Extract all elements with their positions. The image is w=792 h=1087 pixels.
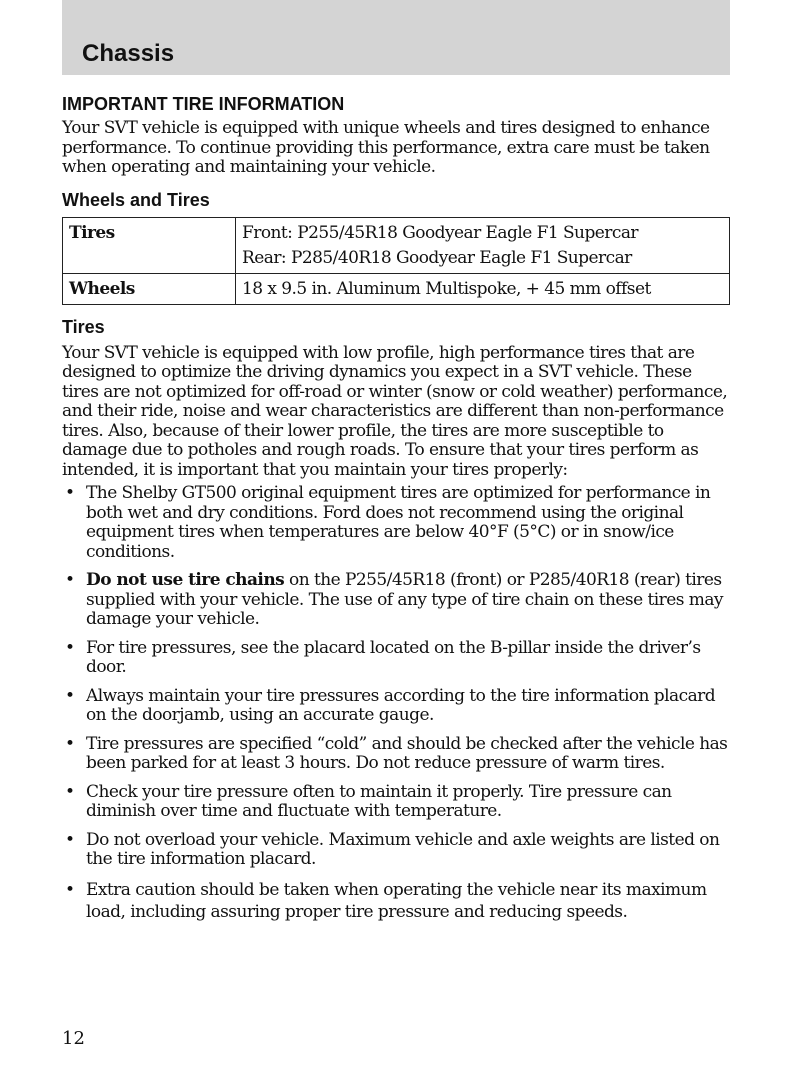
table-row: [63, 273, 730, 304]
list-item: • Extra caution should be taken when operating the vehicle near its maximum load, including assuring proper tire pressure and reducing speeds.: [65, 879, 707, 922]
list-item: • Check your tire pressure often to maintain it properly. Tire pressure can diminish over time and fluctuate with temperature.: [65, 781, 672, 821]
tire-rear-spec: Rear: P285/40R18 Goodyear Eagle F1 Supercar: [242, 247, 632, 268]
table-cell-label: Wheels: [63, 273, 236, 304]
warning-emphasis: Do not use tire chains: [86, 570, 285, 590]
bullet-icon: •: [65, 483, 75, 503]
wheel-spec: 18 x 9.5 in. Aluminum Multispoke, + 45 mm offset: [242, 278, 651, 299]
list-item: • Tire pressures are specified “cold” and should be checked after the vehicle has been parked for at least 3 hours. Do not reduce pressure of warm tires.: [65, 733, 728, 773]
list-item: • Always maintain your tire pressures according to the tire information placard on the doorjamb, using an accurate gauge.: [65, 685, 716, 725]
intro-paragraph: Your SVT vehicle is equipped with unique wheels and tires designed to enhance performance. To continue providing this performance, extra care must be taken when operating and maintaining your vehicle.: [62, 118, 710, 177]
bullet-icon: •: [65, 879, 75, 900]
important-tire-info-heading: IMPORTANT TIRE INFORMATION: [62, 94, 345, 114]
table-cell-value: [236, 217, 730, 273]
list-item: • Do not use tire chains on the P255/45R18 (front) or P285/40R18 (rear) tires supplied with your vehicle. The use of any type of tire chain on these tires may damage your vehicle.: [65, 570, 723, 629]
bullet-icon: •: [65, 829, 75, 850]
table-cell-label: Tires: [63, 217, 236, 273]
tires-heading: Tires: [62, 316, 105, 337]
bullet-icon: •: [65, 570, 75, 590]
bullet-icon: •: [65, 781, 75, 802]
bullet-icon: •: [65, 733, 75, 754]
page-content: [62, 94, 732, 932]
bullet-icon: •: [65, 685, 75, 706]
page-number: 12: [62, 1028, 85, 1049]
bullet-icon: •: [65, 637, 75, 658]
tires-paragraph: Your SVT vehicle is equipped with low profile, high performance tires that are designed to optimize the driving dynamics you expect in a SVT vehicle. These tires are not optimized for off-road or winter (snow or cold weather) performance, and their ride, noise and wear characteristics are different than non-performance tires. Also, because of their lower profile, the tires are more susceptible to damage due to potholes and rough roads. To ensure that your tires perform as intended, it is important that you maintain your tires properly:: [62, 342, 728, 480]
table-row: [63, 217, 730, 273]
table-cell-value: [236, 273, 730, 304]
wheels-and-tires-heading: Wheels and Tires: [62, 189, 210, 210]
section-header-band: [62, 0, 730, 75]
list-item: • Do not overload your vehicle. Maximum vehicle and axle weights are listed on the tire information placard.: [65, 829, 720, 869]
tire-front-spec: Front: P255/45R18 Goodyear Eagle F1 Supercar: [242, 222, 639, 243]
section-title: Chassis: [82, 40, 175, 67]
list-item: • For tire pressures, see the placard located on the B-pillar inside the driver’s door.: [65, 637, 701, 677]
list-item: • The Shelby GT500 original equipment tires are optimized for performance in both wet and dry conditions. Ford does not recommend using the original equipment tires when temperatures are below 40°F (5°C) or in snow/ice conditions.: [65, 483, 711, 562]
wheels-tires-table: [62, 217, 730, 305]
tire-care-list: [62, 484, 732, 923]
